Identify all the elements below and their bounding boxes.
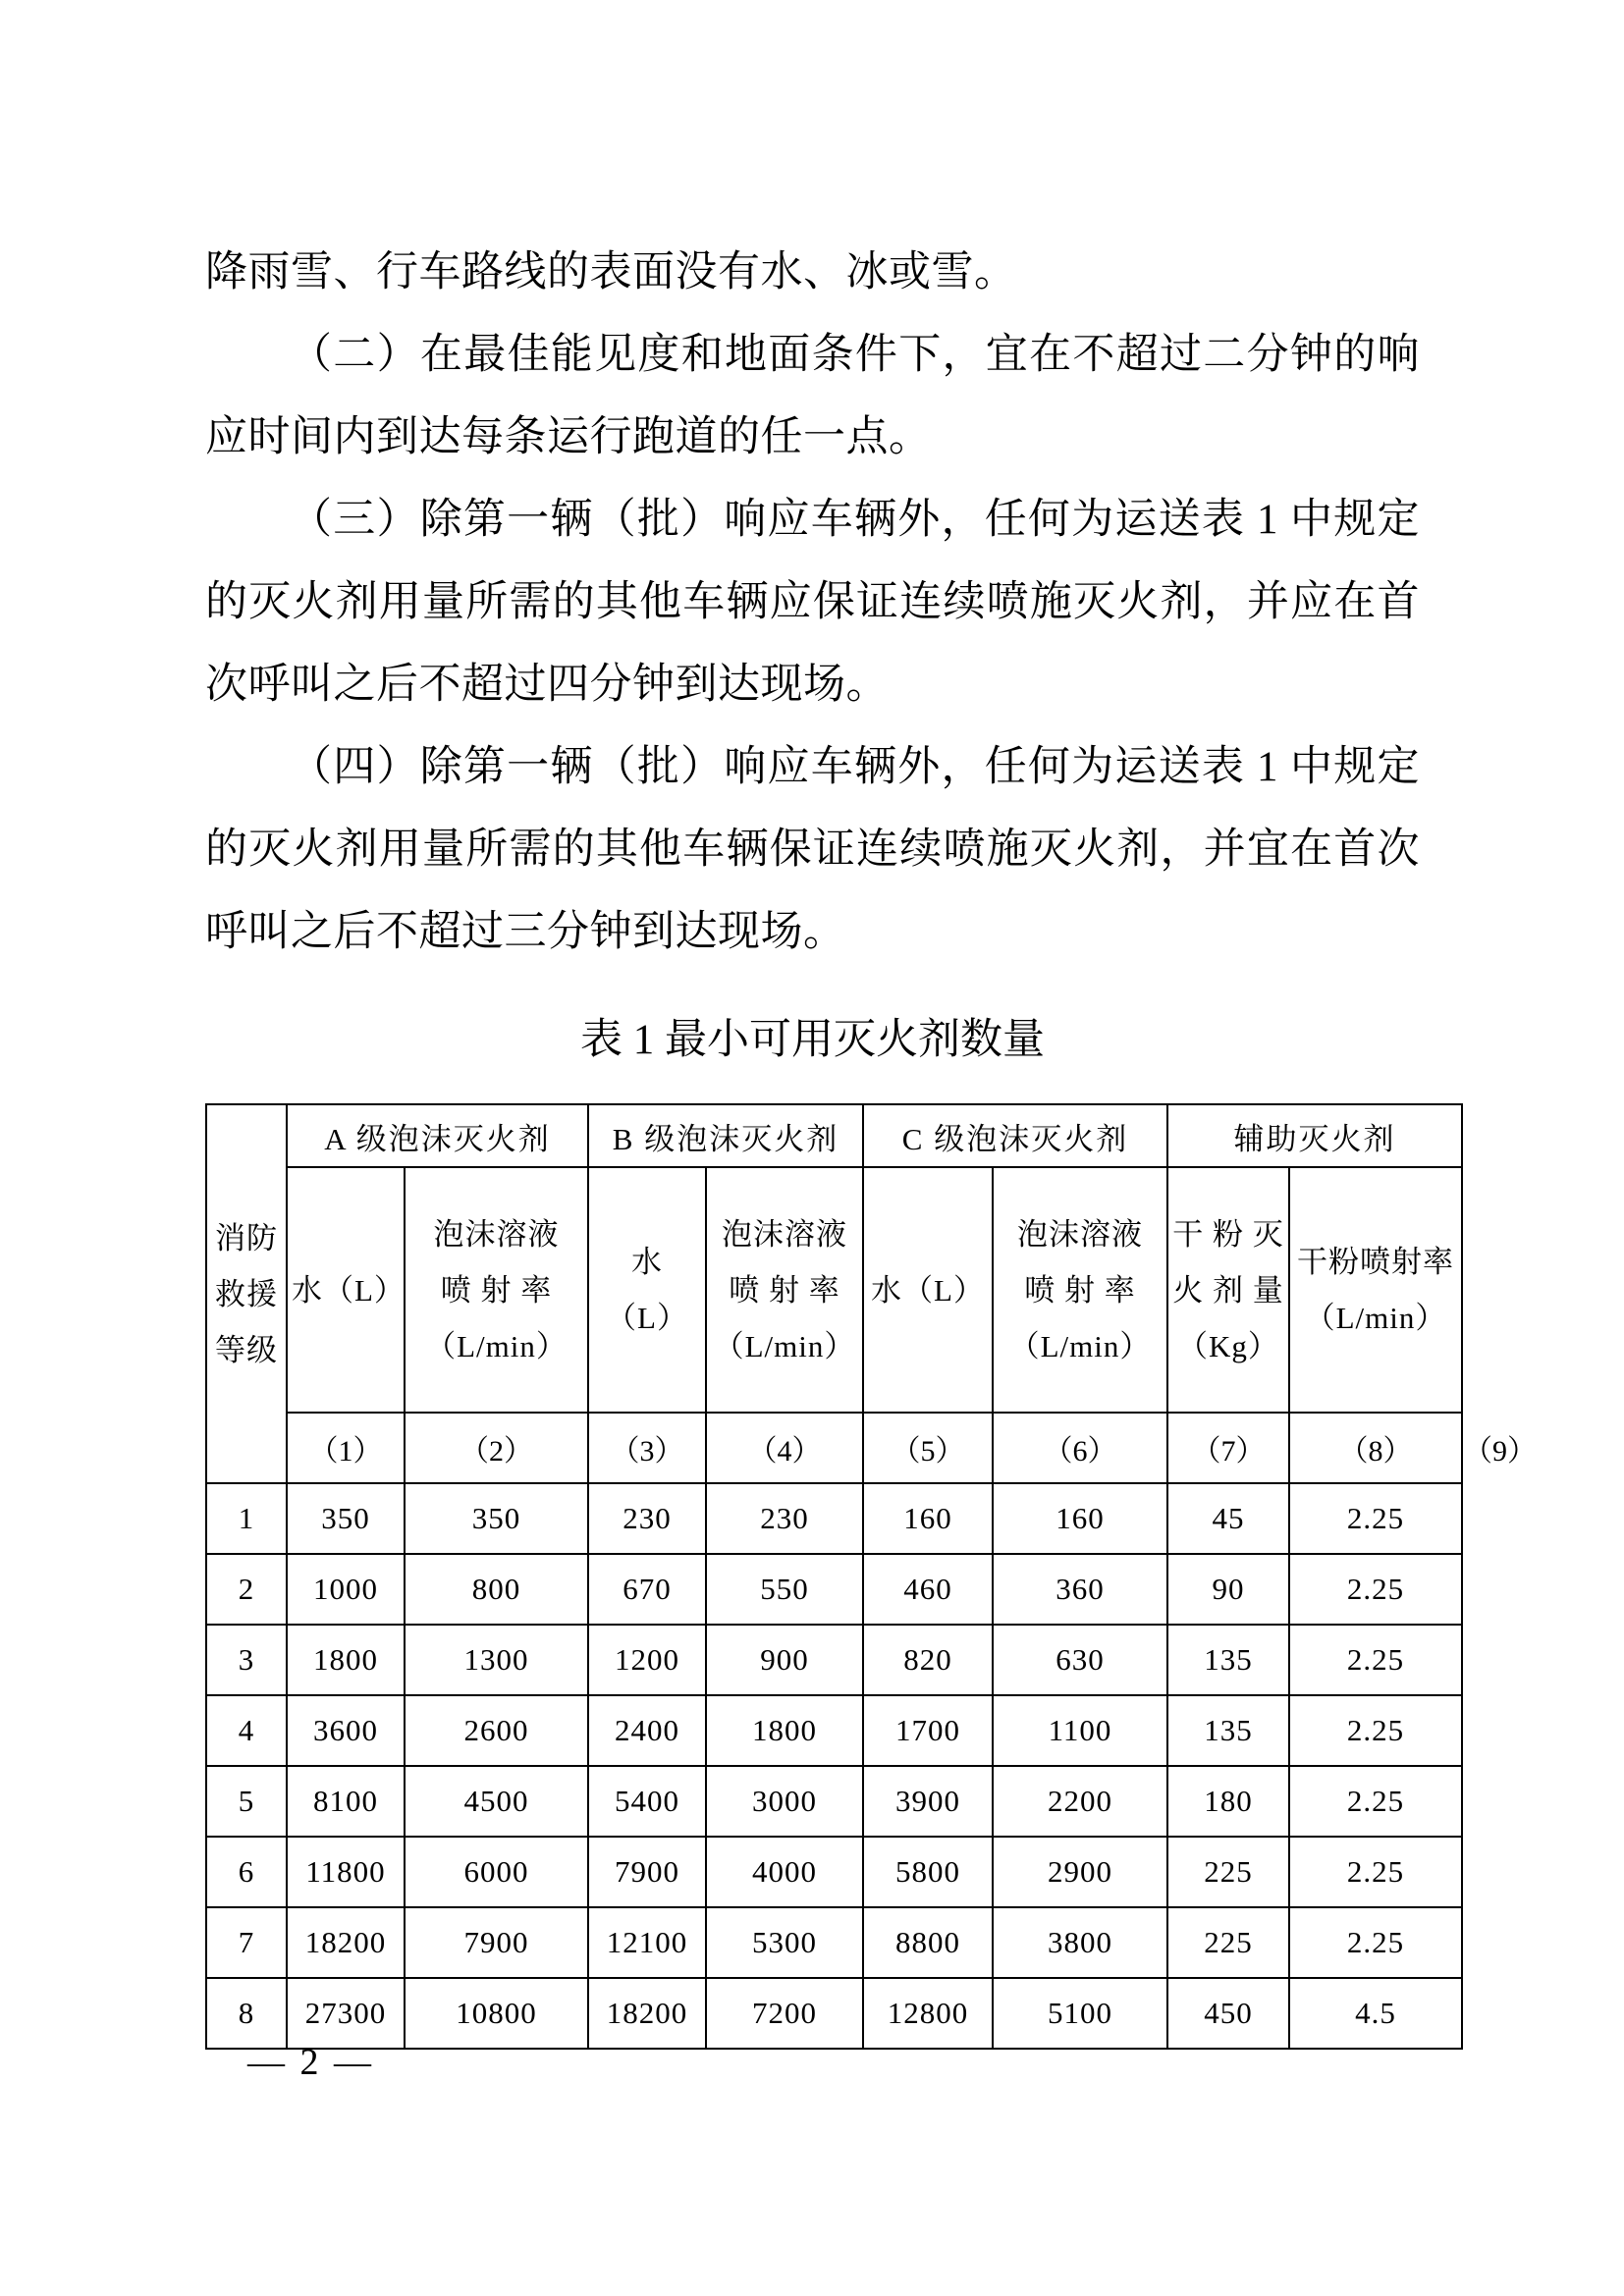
cell-level: 3: [206, 1625, 287, 1695]
cell-a-water: 18200: [287, 1907, 405, 1978]
group-header-foam-c: C 级泡沫灭火剂: [863, 1104, 1167, 1167]
cell-dry-powder-amount: 135: [1167, 1695, 1289, 1766]
table-title: 表 1 最小可用灭火剂数量: [580, 1017, 1045, 1063]
cell-a-water: 1800: [287, 1625, 405, 1695]
column-header-rescue-level: [206, 1104, 287, 1483]
page-number: — 2 —: [247, 2042, 374, 2083]
cell-level: 5: [206, 1766, 287, 1837]
sub-header-dry-powder-amount-line-2: 火 剂 量: [1172, 1272, 1284, 1308]
cell-c-rate: 5100: [993, 1978, 1167, 2049]
sub-header-b-water: [588, 1167, 706, 1413]
column-code-5: （5）: [863, 1413, 993, 1483]
group-header-foam-a: A 级泡沫灭火剂: [287, 1104, 588, 1167]
cell-dry-powder-amount: 180: [1167, 1766, 1289, 1837]
cell-b-rate: 230: [706, 1483, 863, 1554]
cell-dry-powder-amount: 225: [1167, 1837, 1289, 1907]
cell-c-water: 5800: [863, 1837, 993, 1907]
paragraph-item-three: （三）除第一辆（批）响应车辆外，任何为运送表 1 中规定的灭火剂用量所需的其他车辆应保证连续喷施灭火剂，并应在首次呼叫之后不超过四分钟到达现场。: [205, 497, 1420, 708]
cell-a-water: 27300: [287, 1978, 405, 2049]
cell-a-rate: 800: [405, 1554, 588, 1625]
cell-dry-powder-amount: 450: [1167, 1978, 1289, 2049]
cell-c-rate: 2200: [993, 1766, 1167, 1837]
table-row: [206, 1625, 1462, 1695]
cell-a-rate: 1300: [405, 1625, 588, 1695]
cell-b-water: 5400: [588, 1766, 706, 1837]
cell-c-water: 1700: [863, 1695, 993, 1766]
cell-level: 4: [206, 1695, 287, 1766]
rescue-level-line-2: 救援: [215, 1276, 278, 1311]
page-content: [205, 232, 1537, 2050]
cell-dry-powder-amount: 90: [1167, 1554, 1289, 1625]
cell-b-water: 7900: [588, 1837, 706, 1907]
cell-c-rate: 360: [993, 1554, 1167, 1625]
cell-b-rate: 3000: [706, 1766, 863, 1837]
cell-c-water: 160: [863, 1483, 993, 1554]
sub-header-b-rate-line-3: （L/min）: [713, 1328, 856, 1363]
sub-header-dry-powder-rate-line-1: 干粉喷射率: [1297, 1245, 1454, 1279]
rescue-level-line-1: 消防: [215, 1220, 278, 1255]
cell-a-water: 1000: [287, 1554, 405, 1625]
sub-header-dry-powder-amount: [1167, 1167, 1289, 1413]
group-header-foam-b: B 级泡沫灭火剂: [588, 1104, 863, 1167]
cell-dry-powder-amount: 45: [1167, 1483, 1289, 1554]
sub-header-b-rate: [706, 1167, 863, 1413]
column-code-2: （2）: [405, 1413, 588, 1483]
cell-a-rate: 4500: [405, 1766, 588, 1837]
cell-c-rate: 1100: [993, 1695, 1167, 1766]
sub-header-dry-powder-rate-line-2: （L/min）: [1304, 1301, 1447, 1335]
column-code-6: （6）: [993, 1413, 1167, 1483]
column-code-3: （3）: [588, 1413, 706, 1483]
table-row: [206, 1766, 1462, 1837]
rescue-level-line-3: 等级: [215, 1332, 278, 1367]
cell-a-rate: 10800: [405, 1978, 588, 2049]
cell-a-water: 3600: [287, 1695, 405, 1766]
cell-a-water: 11800: [287, 1837, 405, 1907]
column-code-7: （7）: [1167, 1413, 1289, 1483]
paragraph-item-two: （二）在最佳能见度和地面条件下，宜在不超过二分钟的响应时间内到达每条运行跑道的任一点。: [205, 332, 1420, 460]
cell-b-rate: 7200: [706, 1978, 863, 2049]
sub-header-b-rate-line-2: 喷 射 率: [729, 1272, 840, 1308]
sub-header-a-rate: [405, 1167, 588, 1413]
cell-c-water: 12800: [863, 1978, 993, 2049]
cell-level: 2: [206, 1554, 287, 1625]
cell-a-water: 350: [287, 1483, 405, 1554]
cell-dry-powder-rate: 2.25: [1289, 1483, 1462, 1554]
cell-level: 6: [206, 1837, 287, 1907]
cell-b-water: 12100: [588, 1907, 706, 1978]
table-column-code-row: （1） （2） （3） （4） （5） （6） （7） （8） （9）: [206, 1413, 1462, 1483]
sub-header-c-rate-line-1: 泡沫溶液: [1017, 1216, 1143, 1252]
cell-b-water: 670: [588, 1554, 706, 1625]
minimum-extinguishing-agent-table: [205, 1103, 1537, 2050]
cell-dry-powder-amount: 225: [1167, 1907, 1289, 1978]
cell-b-rate: 4000: [706, 1837, 863, 1907]
cell-dry-powder-rate: 4.5: [1289, 1978, 1462, 2049]
cell-c-water: 8800: [863, 1907, 993, 1978]
cell-dry-powder-rate: 2.25: [1289, 1625, 1462, 1695]
cell-c-water: 460: [863, 1554, 993, 1625]
column-code-1: （1）: [287, 1413, 405, 1483]
table-row: [206, 1554, 1462, 1625]
cell-c-water: 3900: [863, 1766, 993, 1837]
cell-a-rate: 350: [405, 1483, 588, 1554]
column-code-4: （4）: [706, 1413, 863, 1483]
sub-header-b-rate-line-1: 泡沫溶液: [722, 1216, 847, 1252]
group-header-complementary: 辅助灭火剂: [1167, 1104, 1462, 1167]
sub-header-c-rate: [993, 1167, 1167, 1413]
sub-header-dry-powder-rate: [1289, 1167, 1462, 1413]
sub-header-dry-powder-amount-line-1: 干 粉 灭: [1172, 1216, 1284, 1252]
column-code-8: （8）: [1289, 1413, 1462, 1483]
cell-b-rate: 900: [706, 1625, 863, 1695]
cell-dry-powder-rate: 2.25: [1289, 1554, 1462, 1625]
cell-b-water: 230: [588, 1483, 706, 1554]
sub-header-c-rate-line-2: 喷 射 率: [1024, 1272, 1136, 1308]
cell-b-water: 18200: [588, 1978, 706, 2049]
cell-c-rate: 2900: [993, 1837, 1167, 1907]
sub-header-a-water: [287, 1167, 405, 1413]
table-group-header-row: [206, 1104, 1462, 1167]
sub-header-a-rate-line-1: 泡沫溶液: [433, 1216, 560, 1252]
cell-dry-powder-rate: 2.25: [1289, 1766, 1462, 1837]
cell-level: 7: [206, 1907, 287, 1978]
cell-a-rate: 7900: [405, 1907, 588, 1978]
sub-header-a-rate-line-3: （L/min）: [425, 1328, 568, 1363]
cell-c-rate: 3800: [993, 1907, 1167, 1978]
sub-header-c-water: [863, 1167, 993, 1413]
paragraph-item-four: （四）除第一辆（批）响应车辆外，任何为运送表 1 中规定的灭火剂用量所需的其他车辆保证连续喷施灭火剂，并宜在首次呼叫之后不超过三分钟到达现场。: [205, 744, 1420, 955]
cell-c-water: 820: [863, 1625, 993, 1695]
cell-c-rate: 630: [993, 1625, 1167, 1695]
table-row: [206, 1907, 1462, 1978]
cell-b-water: 1200: [588, 1625, 706, 1695]
sub-header-b-water-line-2: （L）: [606, 1301, 688, 1335]
cell-dry-powder-amount: 135: [1167, 1625, 1289, 1695]
table-row: [206, 1978, 1462, 2049]
cell-level: 1: [206, 1483, 287, 1554]
cell-a-water: 8100: [287, 1766, 405, 1837]
sub-header-a-rate-line-2: 喷 射 率: [440, 1272, 553, 1308]
cell-b-water: 2400: [588, 1695, 706, 1766]
cell-level: 8: [206, 1978, 287, 2049]
cell-dry-powder-rate: 2.25: [1289, 1695, 1462, 1766]
table-row: [206, 1695, 1462, 1766]
cell-dry-powder-rate: 2.25: [1289, 1837, 1462, 1907]
cell-a-rate: 2600: [405, 1695, 588, 1766]
paragraph-continued: 降雨雪、行车路线的表面没有水、冰或雪。: [205, 249, 1017, 295]
sub-header-c-water-line-1: 水（L）: [871, 1272, 985, 1308]
cell-c-rate: 160: [993, 1483, 1167, 1554]
cell-b-rate: 550: [706, 1554, 863, 1625]
table-sub-header-row: [206, 1167, 1462, 1413]
cell-b-rate: 1800: [706, 1695, 863, 1766]
cell-b-rate: 5300: [706, 1907, 863, 1978]
sub-header-c-rate-line-3: （L/min）: [1008, 1328, 1152, 1363]
table-row: [206, 1483, 1462, 1554]
cell-dry-powder-rate: 2.25: [1289, 1907, 1462, 1978]
cell-a-rate: 6000: [405, 1837, 588, 1907]
sub-header-dry-powder-amount-line-3: （Kg）: [1177, 1328, 1279, 1363]
table-row: [206, 1837, 1462, 1907]
sub-header-b-water-line-1: 水: [631, 1245, 663, 1279]
sub-header-a-water-line-1: 水（L）: [292, 1272, 406, 1308]
